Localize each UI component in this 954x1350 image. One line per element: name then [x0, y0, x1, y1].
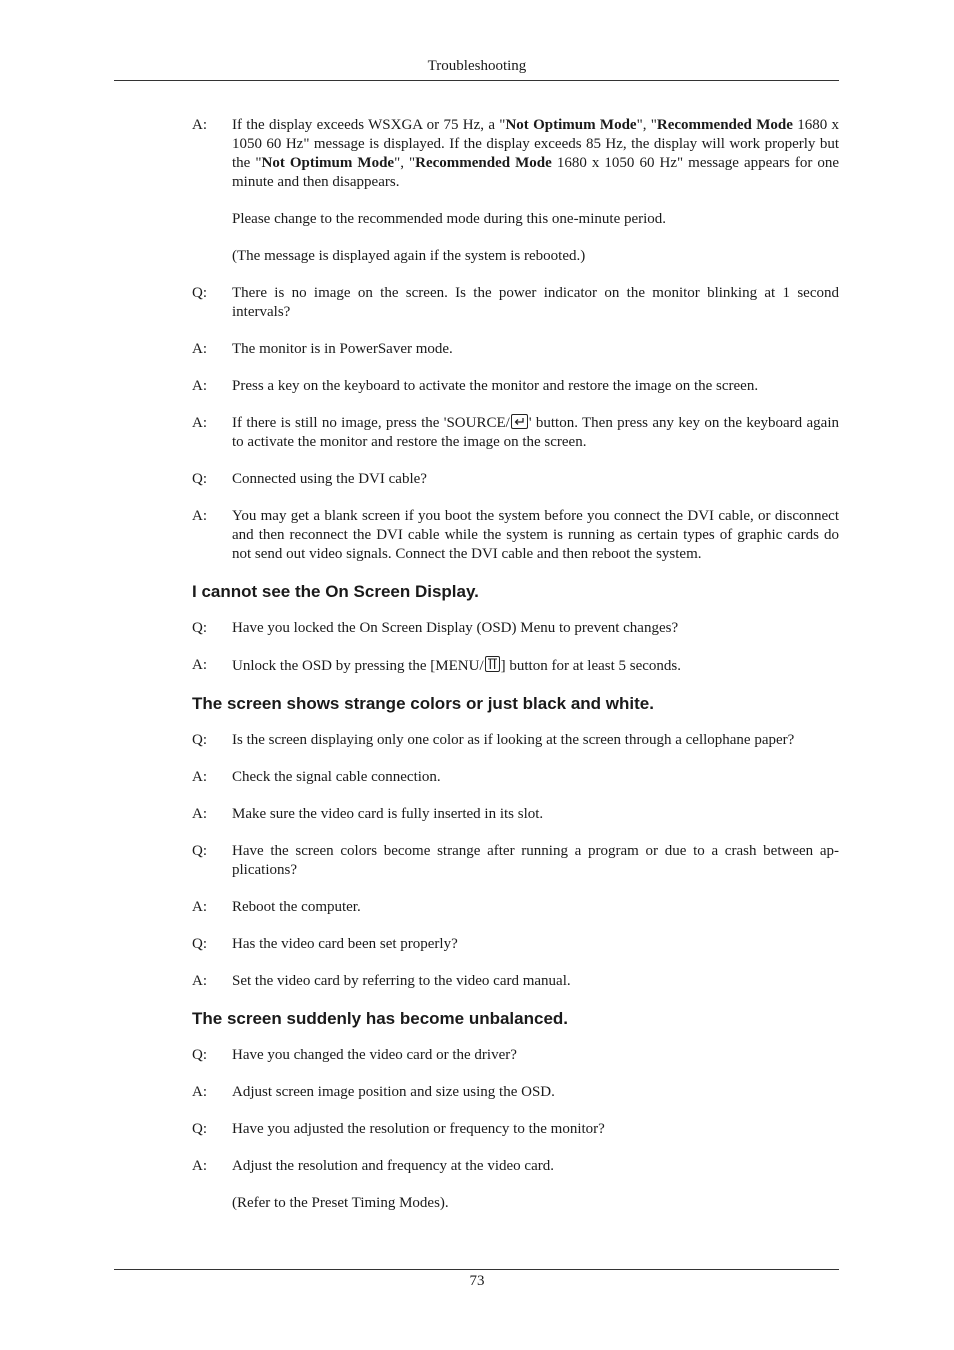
- section-heading-colors: The screen shows strange colors or just black and white.: [192, 694, 654, 713]
- answer-label: A:: [192, 415, 207, 431]
- answer-text: The monitor is in PowerSaver mode.: [232, 341, 453, 357]
- answer-text: Make sure the video card is fully inserted in its slot.: [232, 806, 544, 822]
- page-number: 73: [469, 1273, 485, 1289]
- answer-item: [192, 507, 839, 564]
- question-item: [192, 842, 839, 880]
- question-item: [192, 284, 839, 322]
- answer-label: A:: [192, 1084, 207, 1100]
- answer-label: A:: [192, 378, 207, 394]
- running-header: Troubleshooting: [427, 58, 527, 74]
- answer-label: A:: [192, 899, 207, 915]
- question-label: Q:: [192, 471, 207, 487]
- question-label: Q:: [192, 1121, 207, 1137]
- answer-text: Reboot the computer.: [232, 899, 361, 915]
- answer-text: You may get a blank screen if you boot the system before you connect the DVI cable, or disconnect and then reconnect the DVI cable while the system is running as certain types of graphic cards do not send out video signals. Connect the DVI cable and then reboot the system.: [232, 508, 839, 562]
- answer-item: [192, 768, 839, 787]
- question-text: Have you locked the On Screen Display (OSD) Menu to prevent changes?: [232, 620, 679, 636]
- answer-continuation: (Refer to the Preset Timing Modes).: [232, 1195, 449, 1211]
- question-text: Is the screen displaying only one color as if looking at the screen through a cellophane paper?: [232, 732, 795, 748]
- answer-text: Adjust screen image position and size using the OSD.: [232, 1084, 555, 1100]
- answer-label: A:: [192, 769, 207, 785]
- answer-text: If there is still no image, press the 'SOURCE/ ' button. Then press any key on the keyboard again to activate the monitor and restore the image on the screen.: [232, 415, 839, 450]
- answer-item: [192, 805, 839, 824]
- menu-icon: [485, 656, 500, 672]
- answer-continuation: Please change to the recommended mode during this one-minute period.: [232, 211, 667, 227]
- answer-label: A:: [192, 117, 207, 133]
- question-item: [192, 935, 839, 954]
- answer-text: Adjust the resolution and frequency at the video card.: [232, 1158, 554, 1174]
- answer-label: A:: [192, 508, 207, 524]
- section-heading-osd: I cannot see the On Screen Display.: [192, 582, 479, 601]
- answer-text: Set the video card by referring to the video card manual.: [232, 973, 571, 989]
- question-item: [192, 731, 839, 750]
- question-text: There is no image on the screen. Is the power indicator on the monitor blinking at 1 second intervals?: [232, 285, 839, 320]
- answer-text: If the display exceeds WSXGA or 75 Hz, a "Not Optimum Mode", "Recommended Mode 1680 x 1050 60 Hz" message is displayed. If the display exceeds 85 Hz, the display will work properly but the "Not Optimum Mode", "Recommended Mode 1680 x 1050 60 Hz" message appears for one minute and then disappears.: [232, 117, 840, 190]
- answer-item: [192, 414, 839, 452]
- question-text: Connected using the DVI cable?: [232, 471, 427, 487]
- answer-item: [192, 972, 839, 991]
- question-text: Have the screen colors become strange after running a program or due to a crash between applications?: [232, 843, 839, 878]
- answer-label: A:: [192, 1158, 207, 1174]
- answer-label: A:: [192, 341, 207, 357]
- question-item: [192, 470, 839, 489]
- answer-item: [192, 377, 839, 396]
- question-label: Q:: [192, 843, 207, 859]
- footer-rule: [114, 1269, 839, 1270]
- question-label: Q:: [192, 936, 207, 952]
- answer-text: Check the signal cable connection.: [232, 769, 441, 785]
- question-text: Have you adjusted the resolution or frequency to the monitor?: [232, 1121, 605, 1137]
- question-text: Has the video card been set properly?: [232, 936, 458, 952]
- question-label: Q:: [192, 620, 207, 636]
- answer-label: A:: [192, 973, 207, 989]
- question-item: [192, 619, 839, 638]
- page-content: [192, 116, 839, 1231]
- question-label: Q:: [192, 1047, 207, 1063]
- answer-item: [192, 116, 839, 192]
- answer-continuation: (The message is displayed again if the system is rebooted.): [232, 248, 586, 264]
- answer-item: [192, 1083, 839, 1102]
- question-label: Q:: [192, 285, 207, 301]
- enter-icon: [511, 414, 528, 429]
- answer-item: [192, 656, 839, 676]
- answer-item: [192, 898, 839, 917]
- answer-item: [192, 1157, 839, 1176]
- answer-label: A:: [192, 657, 207, 673]
- question-text: Have you changed the video card or the driver?: [232, 1047, 517, 1063]
- header-rule: [114, 80, 839, 81]
- answer-item: [192, 340, 839, 359]
- question-item: [192, 1120, 839, 1139]
- section-heading-unbalanced: The screen suddenly has become unbalanced.: [192, 1009, 569, 1028]
- question-label: Q:: [192, 732, 207, 748]
- answer-label: A:: [192, 806, 207, 822]
- answer-text: Press a key on the keyboard to activate the monitor and restore the image on the screen.: [232, 378, 759, 394]
- question-item: [192, 1046, 839, 1065]
- answer-text: Unlock the OSD by pressing the [MENU/ ] button for at least 5 seconds.: [232, 658, 682, 674]
